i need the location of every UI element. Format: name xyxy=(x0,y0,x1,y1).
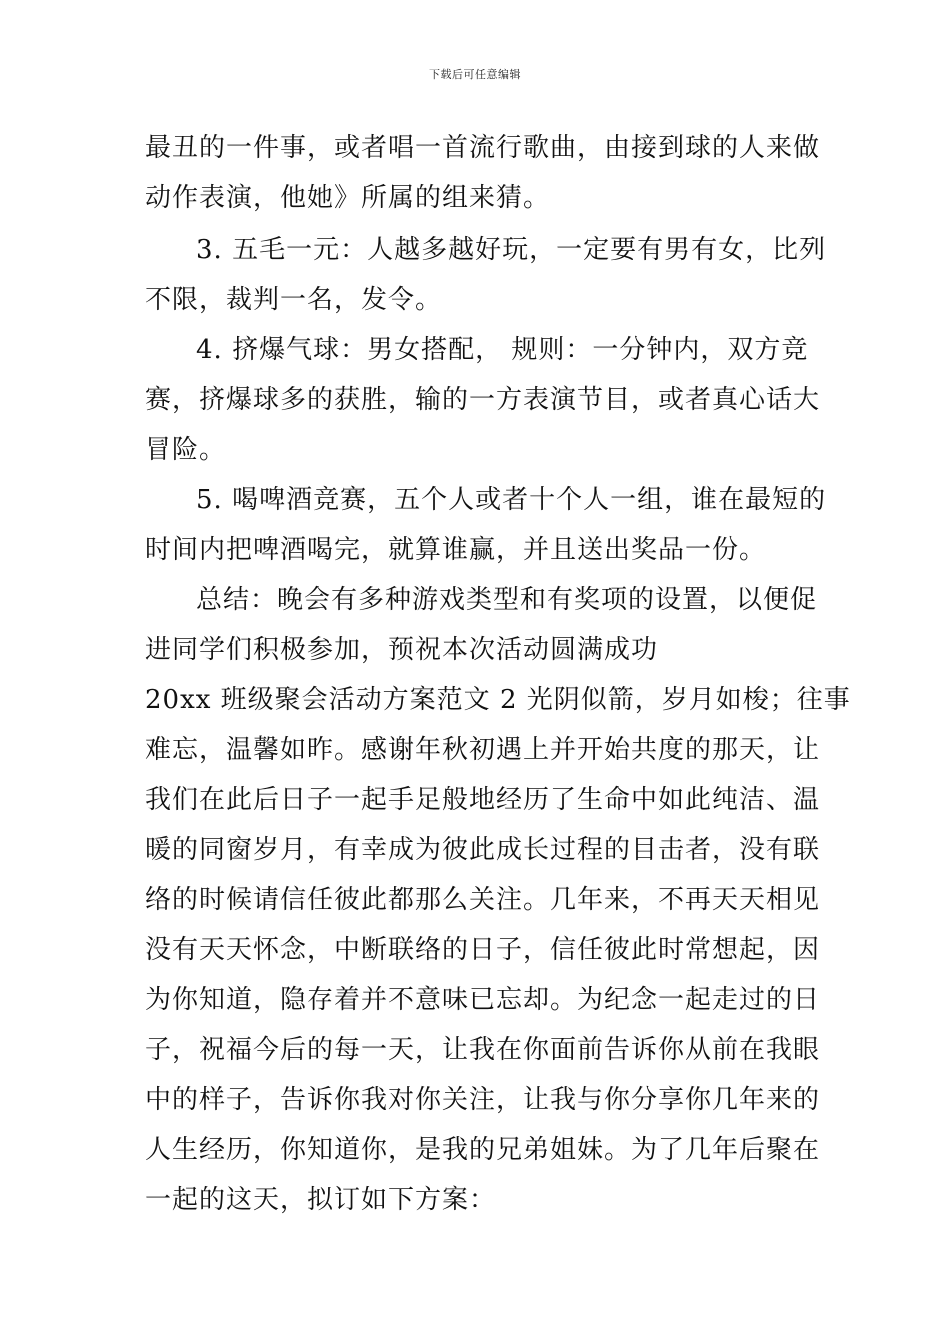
text-line: 没有天天怀念，中断联络的日子，信任彼此时常想起，因 xyxy=(145,935,821,965)
text-line: 人生经历，你知道你，是我的兄弟姐妹。为了几年后聚在 xyxy=(145,1135,821,1165)
text-line: 动作表演，他她》所属的组来猜。 xyxy=(145,183,551,213)
text-line: 暖的同窗岁月，有幸成为彼此成长过程的目击者，没有联 xyxy=(145,835,821,865)
text-line: 为你知道，隐存着并不意味已忘却。为纪念一起走过的日 xyxy=(145,985,821,1015)
text-line: 时间内把啤酒喝完，就算谁赢，并且送出奖品一份。 xyxy=(145,535,767,565)
text-line: 子，祝福今后的每一天，让我在你面前告诉你从前在我眼 xyxy=(145,1035,821,1065)
text-line: 3. 五毛一元：人越多越好玩，一定要有男有女，比列 xyxy=(196,235,827,265)
text-line: 中的样子，告诉你我对你关注，让我与你分享你几年来的 xyxy=(145,1085,821,1115)
text-line: 进同学们积极参加，预祝本次活动圆满成功 xyxy=(145,635,659,665)
section-title-line: 20xx 班级聚会活动方案范文 2 光阴似箭，岁月如梭；往事 xyxy=(145,685,851,715)
text-line: 5. 喝啤酒竞赛，五个人或者十个人一组，谁在最短的 xyxy=(196,485,827,515)
text-line: 赛，挤爆球多的获胜，输的一方表演节目，或者真心话大 xyxy=(145,385,821,415)
text-line: 一起的这天，拟订如下方案： xyxy=(145,1185,497,1215)
text-line: 总结：晚会有多种游戏类型和有奖项的设置，以便促 xyxy=(196,585,818,615)
text-line: 难忘，温馨如昨。感谢年秋初遇上并开始共度的那天，让 xyxy=(145,735,821,765)
text-line: 我们在此后日子一起手足般地经历了生命中如此纯洁、温 xyxy=(145,785,821,815)
page-header-note: 下载后可任意编辑 xyxy=(429,68,521,81)
text-line: 4. 挤爆气球：男女搭配， 规则：一分钟内，双方竞 xyxy=(196,335,809,365)
text-line: 络的时候请信任彼此都那么关注。几年来，不再天天相见 xyxy=(145,885,821,915)
text-line: 最丑的一件事，或者唱一首流行歌曲，由接到球的人来做 xyxy=(145,133,821,163)
text-line: 不限，裁判一名，发令。 xyxy=(145,285,443,315)
text-line: 冒险。 xyxy=(145,435,227,465)
